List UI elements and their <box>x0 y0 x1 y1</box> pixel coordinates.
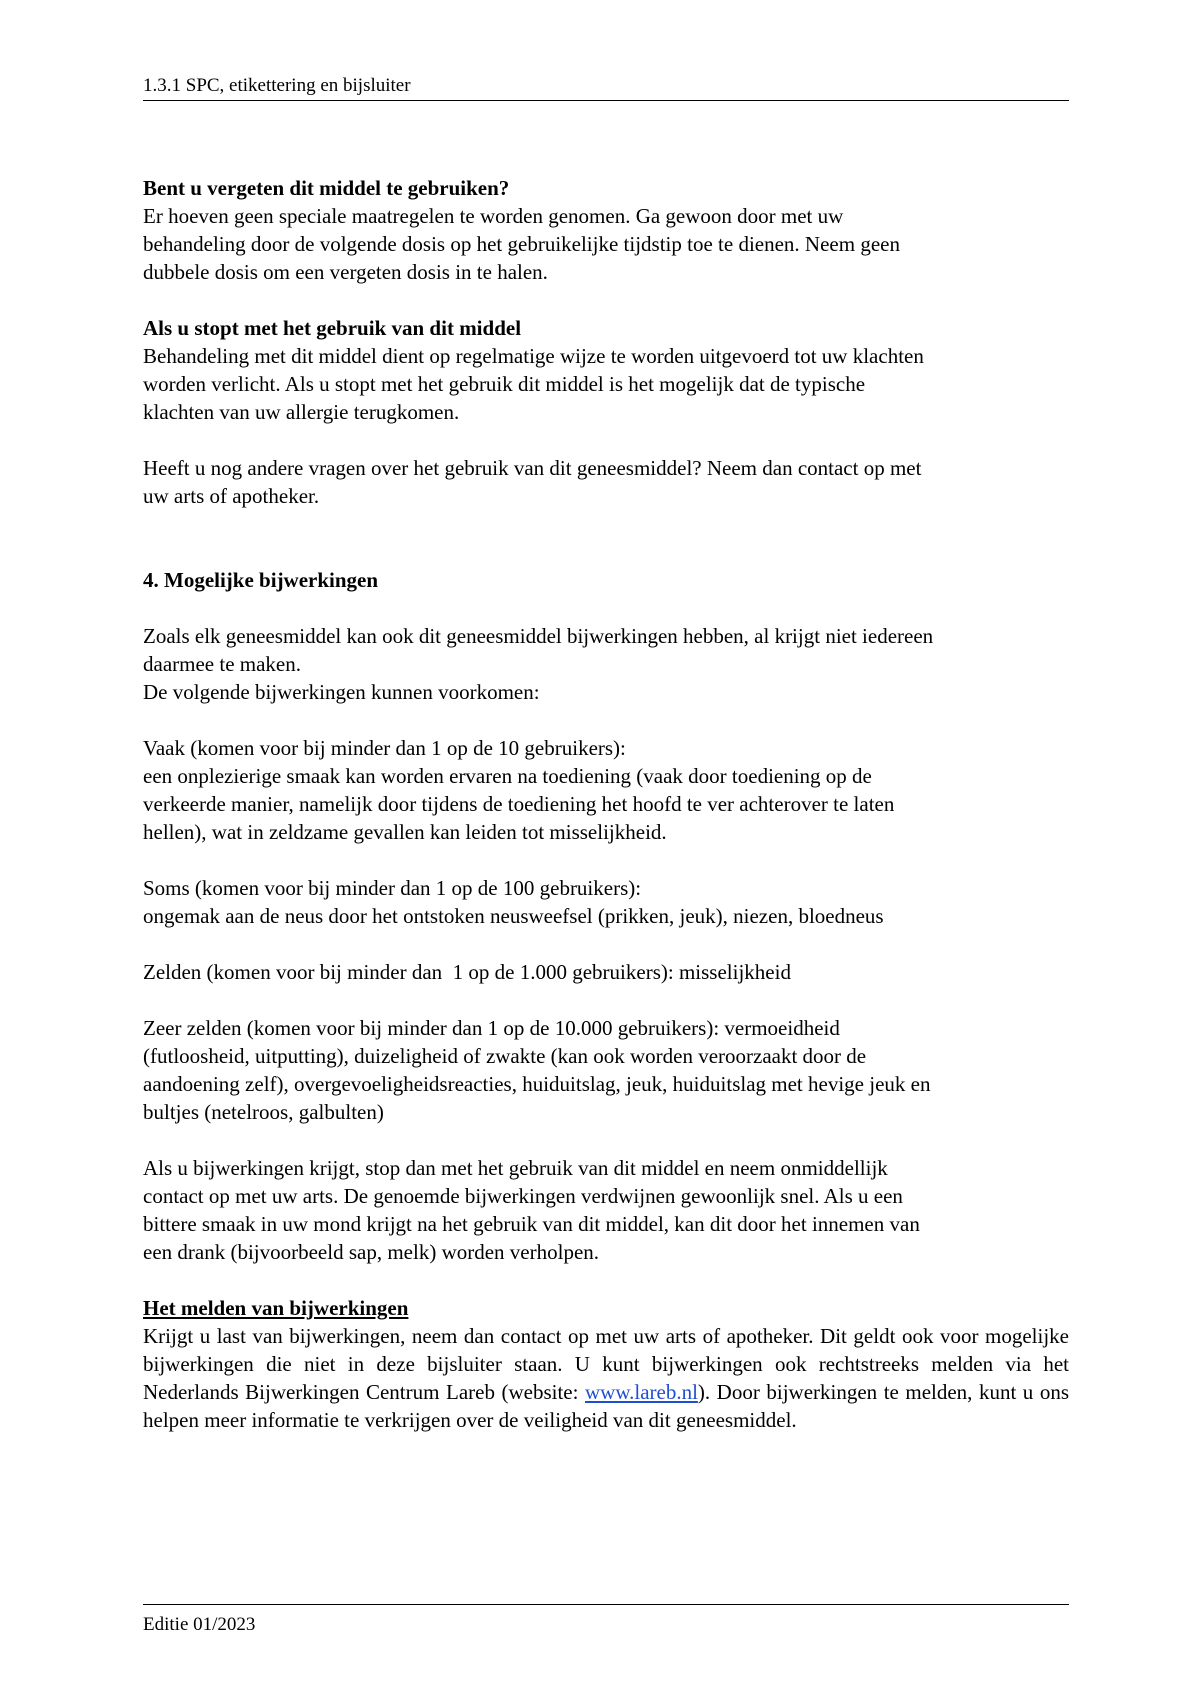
side-effects-section <box>143 566 1069 1434</box>
page-footer <box>143 1604 1069 1639</box>
document-title: 1.3.1 SPC, etikettering en bijsluiter <box>143 75 411 96</box>
frequency-very-rare-line: Zeer zelden (komen voor bij minder dan 1 op de 10.000 gebruikers): vermoeidheid <box>143 1016 840 1040</box>
questions-line: uw arts of apotheker. <box>143 484 320 508</box>
reporting-text-end: ). Door bijwerkingen te melden, kunt u ons helpen meer informatie te verkrijgen over de veiligheid van dit geneesmiddel. <box>143 1380 1069 1432</box>
questions-line: Heeft u nog andere vragen over het gebruik van dit geneesmiddel? Neem dan contact op met <box>143 456 922 480</box>
page-header <box>143 72 1069 101</box>
stop-use-section <box>143 314 1069 426</box>
intro-line: daarmee te maken. <box>143 652 301 676</box>
stop-use-line: klachten van uw allergie terugkomen. <box>143 400 460 424</box>
frequency-uncommon-line: ongemak aan de neus door het ontstoken neusweefsel (prikken, jeuk), niezen, bloedneus <box>143 904 884 928</box>
frequency-very-rare-line: bultjes (netelroos, galbulten) <box>143 1100 384 1124</box>
frequency-very-rare-line: aandoening zelf), overgevoeligheidsreacties, huiduitslag, jeuk, huiduitslag met hevige jeuk en <box>143 1072 931 1096</box>
forgot-dose-line: dubbele dosis om een vergeten dosis in te halen. <box>143 260 548 284</box>
stop-use-line: Behandeling met dit middel dient op regelmatige wijze te worden uitgevoerd tot uw klachten <box>143 344 924 368</box>
advice-line: Als u bijwerkingen krijgt, stop dan met het gebruik van dit middel en neem onmiddellijk <box>143 1156 888 1180</box>
frequency-rare-line: Zelden (komen voor bij minder dan 1 op de 1.000 gebruikers): misselijkheid <box>143 960 791 984</box>
frequency-common-line: verkeerde manier, namelijk door tijdens de toediening het hoofd te ver achterover te laten <box>143 792 895 816</box>
stop-use-heading: Als u stopt met het gebruik van dit middel <box>143 316 522 340</box>
reporting-heading: Het melden van bijwerkingen <box>143 1296 409 1320</box>
intro-line: Zoals elk geneesmiddel kan ook dit geneesmiddel bijwerkingen hebben, al krijgt niet iedereen <box>143 624 934 648</box>
advice-line: contact op met uw arts. De genoemde bijwerkingen verdwijnen gewoonlijk snel. Als u een <box>143 1184 903 1208</box>
frequency-common-line: een onplezierige smaak kan worden ervaren na toediening (vaak door toediening op de <box>143 764 872 788</box>
lareb-website-link[interactable]: www.lareb.nl <box>584 1380 698 1404</box>
forgot-dose-heading: Bent u vergeten dit middel te gebruiken? <box>143 176 510 200</box>
stop-use-line: worden verlicht. Als u stopt met het gebruik dit middel is het mogelijk dat de typische <box>143 372 866 396</box>
frequency-common-line: Vaak (komen voor bij minder dan 1 op de 10 gebruikers): <box>143 736 626 760</box>
edition-label: Editie 01/2023 <box>143 1614 256 1635</box>
forgot-dose-line: behandeling door de volgende dosis op het gebruikelijke tijdstip toe te dienen. Neem geen <box>143 232 900 256</box>
frequency-uncommon-line: Soms (komen voor bij minder dan 1 op de 100 gebruikers): <box>143 876 642 900</box>
document-body <box>143 174 1069 1434</box>
reporting-paragraph <box>143 1322 1069 1434</box>
intro-line: De volgende bijwerkingen kunnen voorkomen: <box>143 680 540 704</box>
forgot-dose-line: Er hoeven geen speciale maatregelen te worden genomen. Ga gewoon door met uw <box>143 204 844 228</box>
forgot-dose-section <box>143 174 1069 286</box>
questions-paragraph <box>143 454 1069 510</box>
reporting-text: Krijgt u last van bijwerkingen, neem dan contact op met uw arts of apotheker. Dit geldt ook voor mogelijke bijwerkingen die niet in deze bijsluiter staan. U kunt bijwerkingen ook rechtstreeks melden via het Nederlands Bijwerkingen Centrum Lareb (website: <box>143 1324 1069 1404</box>
advice-line: een drank (bijvoorbeeld sap, melk) worden verholpen. <box>143 1240 600 1264</box>
advice-line: bittere smaak in uw mond krijgt na het gebruik van dit middel, kan dit door het innemen van <box>143 1212 920 1236</box>
section-4-heading: 4. Mogelijke bijwerkingen <box>143 568 379 592</box>
frequency-very-rare-line: (futloosheid, uitputting), duizeligheid of zwakte (kan ook worden veroorzaakt door de <box>143 1044 867 1068</box>
frequency-common-line: hellen), wat in zeldzame gevallen kan leiden tot misselijkheid. <box>143 820 667 844</box>
